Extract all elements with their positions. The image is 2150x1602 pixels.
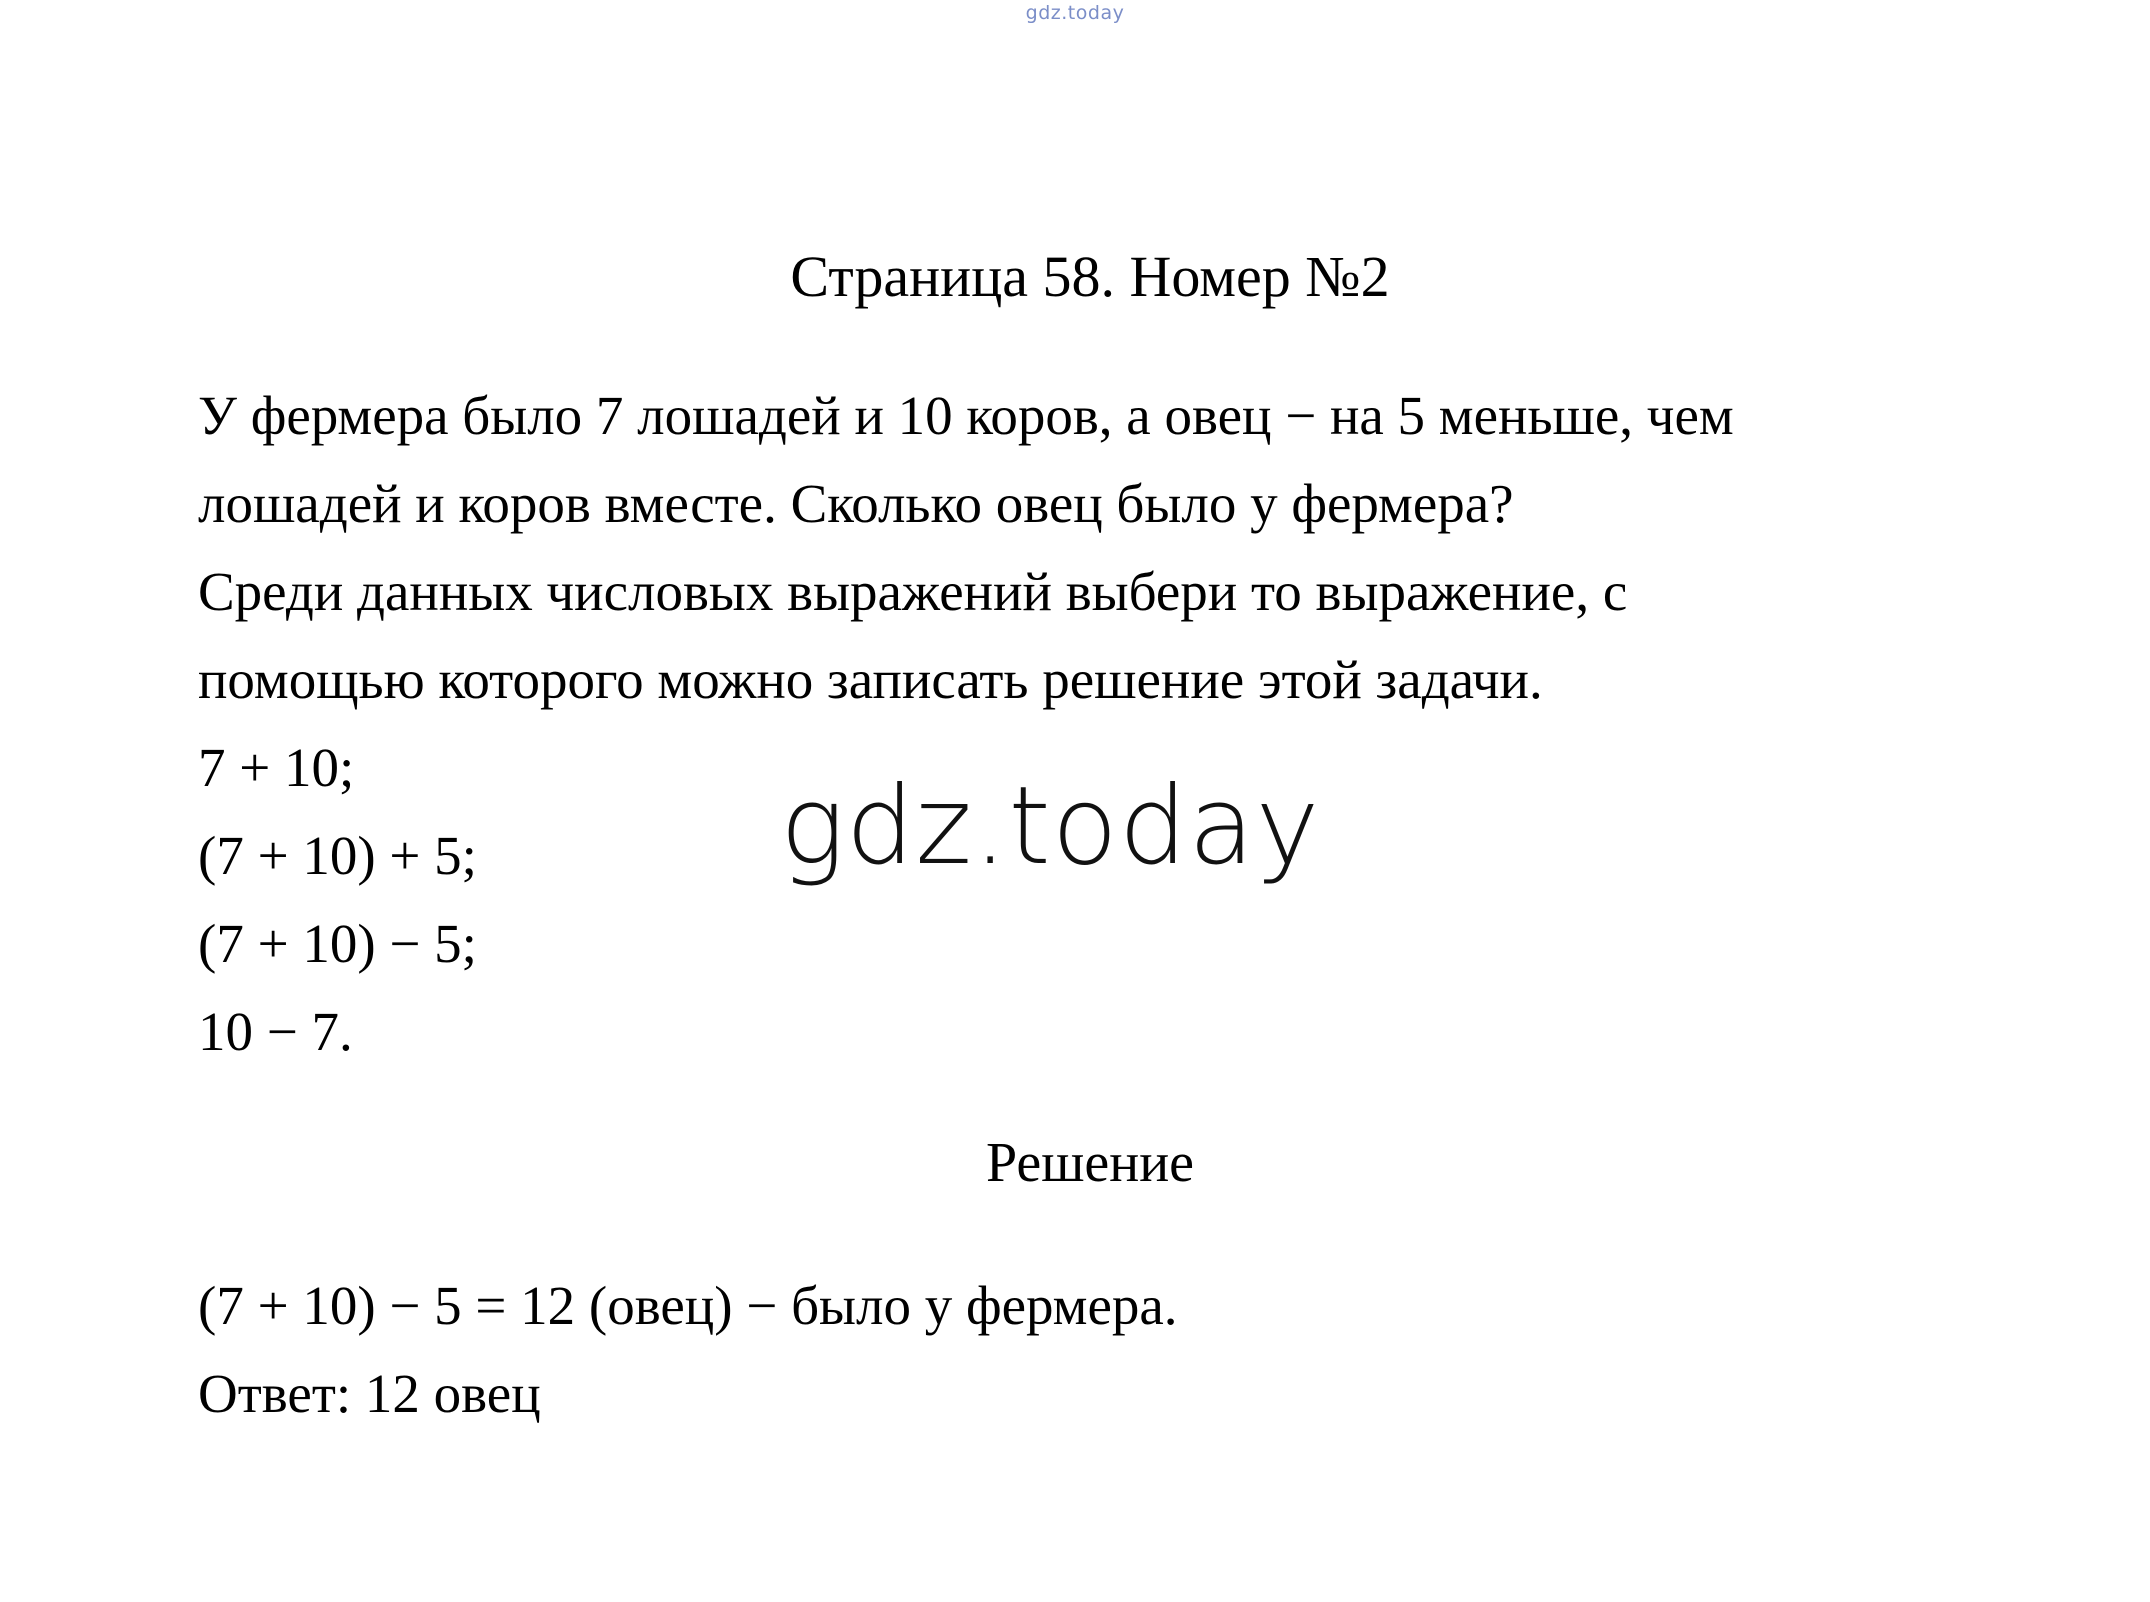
center-watermark: gdz.today	[780, 764, 1321, 889]
answer-line: Ответ: 12 овец	[198, 1363, 541, 1424]
expression-option: (7 + 10) + 5;	[198, 825, 477, 886]
task-line: Среди данных числовых выражений выбери то выражение, с	[198, 561, 1628, 622]
task-line: помощью которого можно записать решение этой задачи.	[198, 649, 1543, 710]
top-watermark: gdz.today	[1025, 2, 1125, 24]
expression-option: (7 + 10) − 5;	[198, 913, 477, 974]
page-title: Страница 58. Номер №2	[790, 244, 1390, 309]
task-line: лошадей и коров вместе. Сколько овец было у фермера?	[198, 473, 1514, 534]
solution-text	[198, 1262, 2098, 1438]
expression-option: 10 − 7.	[198, 1001, 353, 1062]
solution-heading: Решение	[985, 1132, 1195, 1194]
solution-line: (7 + 10) − 5 = 12 (овец) − было у фермера.	[198, 1275, 1178, 1336]
task-text	[198, 372, 2098, 1076]
task-line: У фермера было 7 лошадей и 10 коров, а овец − на 5 меньше, чем	[198, 385, 1734, 446]
expression-option: 7 + 10;	[198, 737, 355, 798]
